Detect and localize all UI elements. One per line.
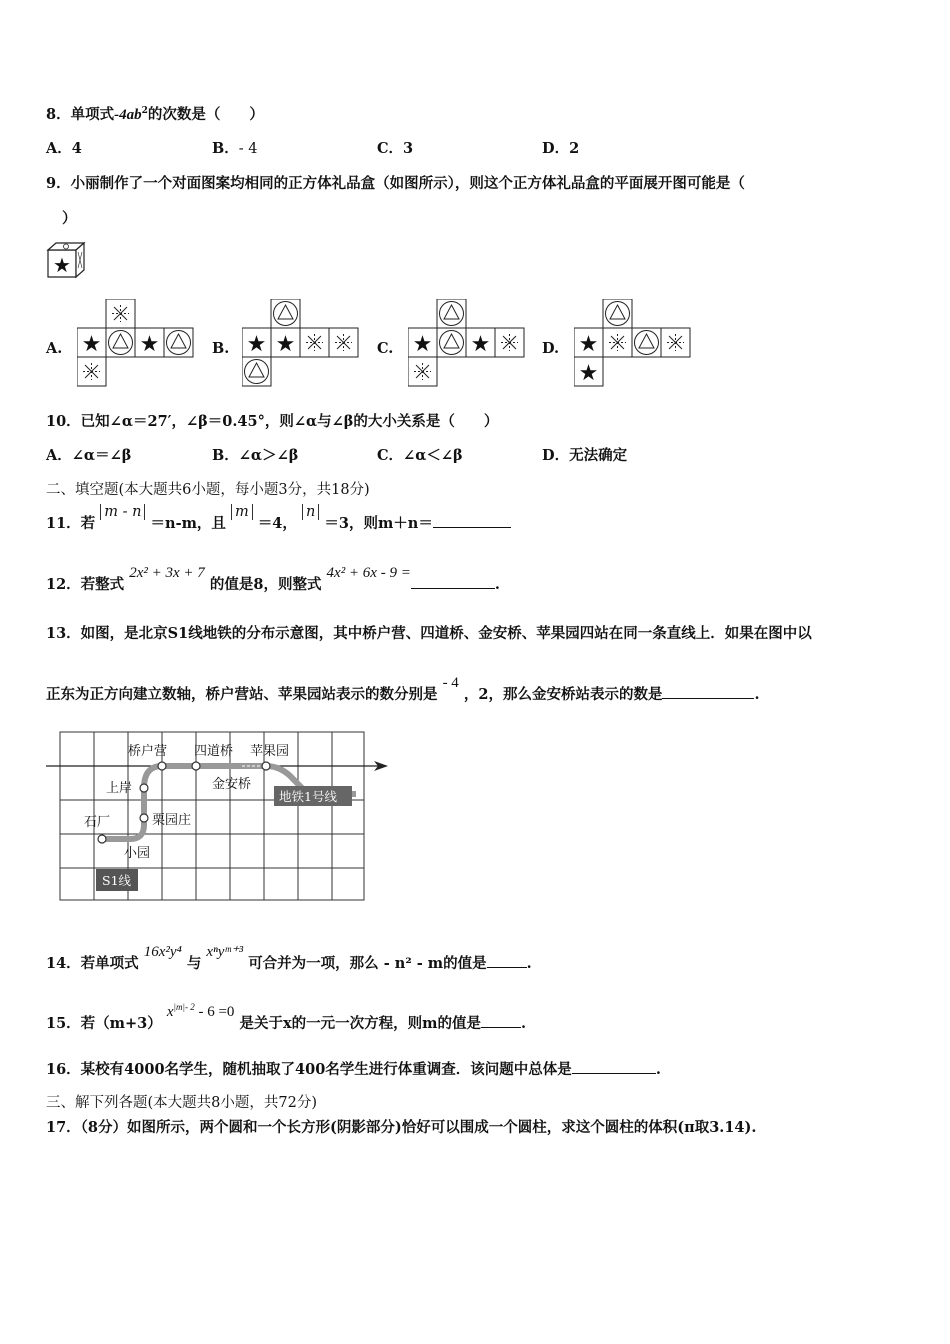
station-shangan: 上岸 bbox=[106, 781, 133, 796]
station-lizhuang: 栗园庄 bbox=[152, 813, 192, 828]
station-jinanqiao: 金安桥 bbox=[212, 777, 252, 792]
station-sidaoqiao: 四道桥 bbox=[194, 744, 234, 759]
q13-line1: 13．如图，是北京S1线地铁的分布示意图，其中桥户营、四道桥、金安桥、苹果园四站在同一条直线上．如果在图中以 bbox=[46, 625, 812, 642]
q9-option-d-label: D. bbox=[542, 340, 560, 357]
q8-option-c: C．3 bbox=[377, 140, 414, 157]
q9-option-c-label: C. bbox=[377, 340, 394, 357]
q10-option-b: B．∠α＞∠β bbox=[212, 447, 299, 464]
q8-option-d: D．2 bbox=[542, 140, 580, 157]
net-d bbox=[574, 299, 692, 389]
q8-option-b: B．- 4 bbox=[212, 140, 258, 157]
q8-option-a: A．4 bbox=[46, 140, 82, 157]
q16: 16．某校有4000名学生，随机抽取了400名学生进行体重调查．该问题中总体是 . bbox=[46, 1061, 661, 1078]
net-b bbox=[242, 299, 360, 389]
q10-stem: 10．已知∠α＝27′，∠β＝0.45°，则∠α与∠β的大小关系是（ ） bbox=[46, 413, 499, 430]
q12: 12．若整式 2x² + 3x + 7 的值是8，则整式 4x² + 6x - 9 =. bbox=[46, 565, 500, 593]
q10-option-d: D．无法确定 bbox=[542, 447, 628, 464]
q9-stem: 9．小丽制作了一个对面图案均相同的正方体礼品盒（如图所示），则这个正方体礼品盒的平面展开图可能是（ bbox=[46, 175, 745, 192]
net-a bbox=[77, 299, 195, 389]
s1-label: S1线 bbox=[102, 873, 132, 888]
q11: 11．若 m - n ＝n-m，且 m ＝4， n ＝3，则m＋n＝ bbox=[46, 512, 511, 533]
section-2-heading: 二、填空题(本大题共6小题，每小题3分，共18分) bbox=[46, 482, 370, 498]
line1-label: 地铁1号线 bbox=[279, 789, 337, 804]
section-3-heading: 三、解下列各题(本大题共8小题，共72分) bbox=[46, 1095, 317, 1111]
q9-option-b-label: B. bbox=[212, 340, 230, 357]
q14: 14．若单项式 16x²y⁴ 与 xⁿyᵐ⁺³ 可合并为一项，那么 - n² - m的值是 . bbox=[46, 944, 532, 972]
q17: 17．（8分）如图所示，两个圆和一个长方形(阴影部分)恰好可以围成一个圆柱，求这个圆柱的体积(π取3.14). bbox=[46, 1119, 757, 1136]
q10-option-a: A．∠α＝∠β bbox=[46, 447, 132, 464]
q9-option-a-label: A. bbox=[46, 340, 63, 357]
station-shichang: 石厂 bbox=[84, 815, 111, 830]
svg-text:★: ★ bbox=[53, 253, 71, 277]
subway-map bbox=[46, 728, 391, 904]
q8-stem: 8．单项式$-4ab^2$的次数是（ ） bbox=[46, 106, 264, 123]
cube-figure bbox=[46, 240, 88, 280]
q15: 15．若（m+3） $x^{|m|- 2} - 6 =0$ 是关于x的一元一次方程，则m的值是 . bbox=[46, 1002, 527, 1032]
station-qiaohuying: 桥户营 bbox=[128, 744, 168, 759]
station-pingguoyuan: 苹果园 bbox=[250, 744, 290, 759]
station-xiaoyuan: 小园 bbox=[124, 846, 151, 861]
q10-option-c: C．∠α＜∠β bbox=[377, 447, 463, 464]
net-c bbox=[408, 299, 526, 389]
q9-close: ） bbox=[62, 210, 77, 227]
q13-line2: 正东为正方向建立数轴，桥户营站、苹果园站表示的数分别是 - 4 ，2，那么金安桥站表示的数是 . bbox=[46, 675, 760, 703]
